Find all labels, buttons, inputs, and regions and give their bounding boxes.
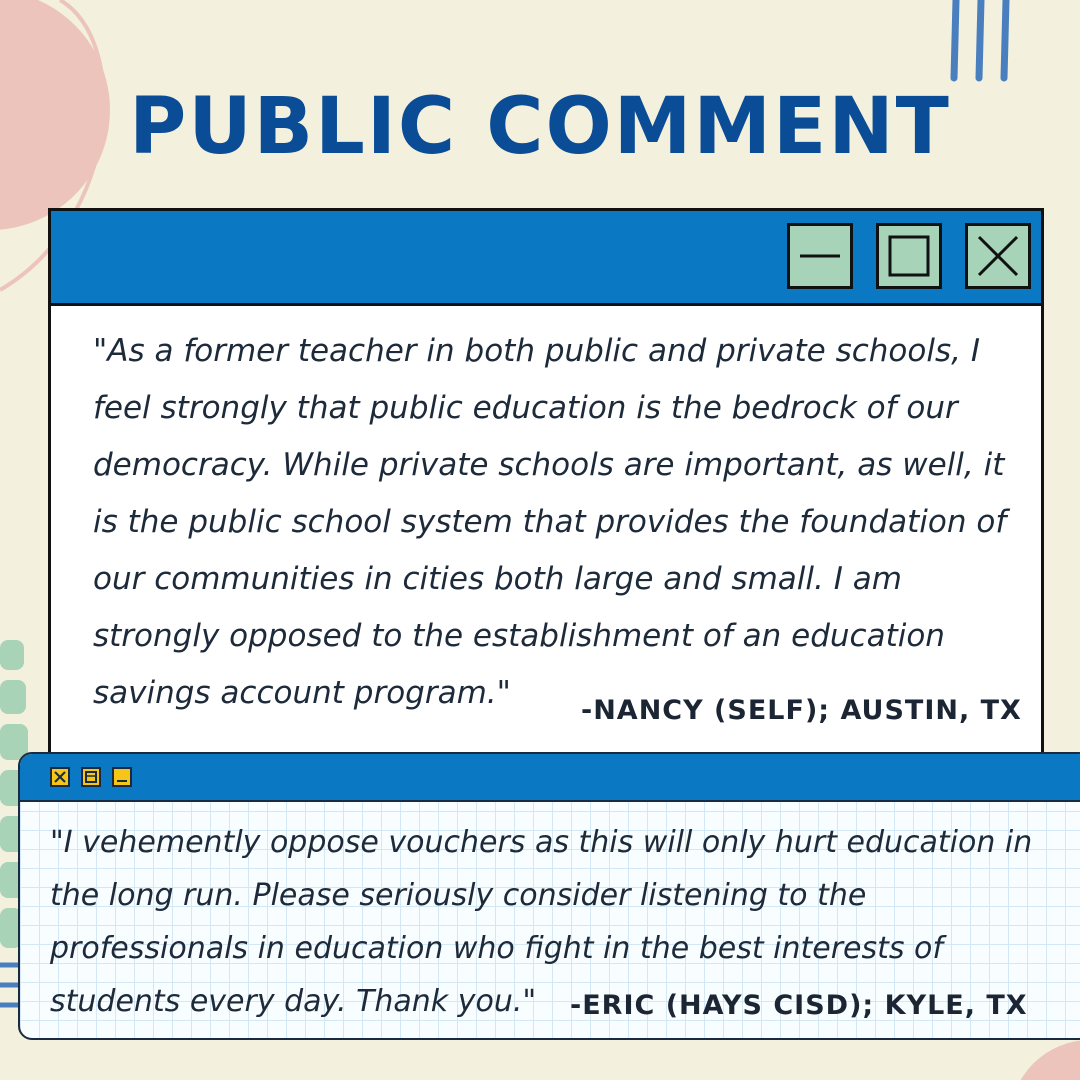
window-title-bar <box>20 754 1080 802</box>
blue-stripes-decoration <box>944 0 1024 85</box>
maximize-icon[interactable] <box>876 223 942 289</box>
close-icon[interactable] <box>50 767 70 787</box>
maximize-icon[interactable] <box>81 767 101 787</box>
window-title-bar <box>51 211 1041 306</box>
comment-quote: "I vehemently oppose vouchers as this will only hurt education in the long run. Please seriously consider listening to the professionals in education who fight in the best interests of students every day. Thank you." <box>50 825 1033 1019</box>
comment-window-eric <box>18 752 1080 1040</box>
comment-window-nancy <box>48 208 1044 768</box>
minimize-icon[interactable] <box>787 223 853 289</box>
close-icon[interactable] <box>965 223 1031 289</box>
minimize-icon[interactable] <box>112 767 132 787</box>
comment-attribution: -ERIC (HAYS CISD); KYLE, TX <box>570 990 1028 1021</box>
comment-quote: "As a former teacher in both public and private schools, I feel strongly that public education is the bedrock of our democracy. While private schools are important, as well, it is the public school system that provides the foundation of our communities in cities both large and small. I am strongly opposed to the establishment of an education savings account program." <box>93 333 1007 711</box>
page-title: PUBLIC COMMENT <box>129 82 951 172</box>
comment-attribution: -NANCY (SELF); AUSTIN, TX <box>581 695 1022 726</box>
